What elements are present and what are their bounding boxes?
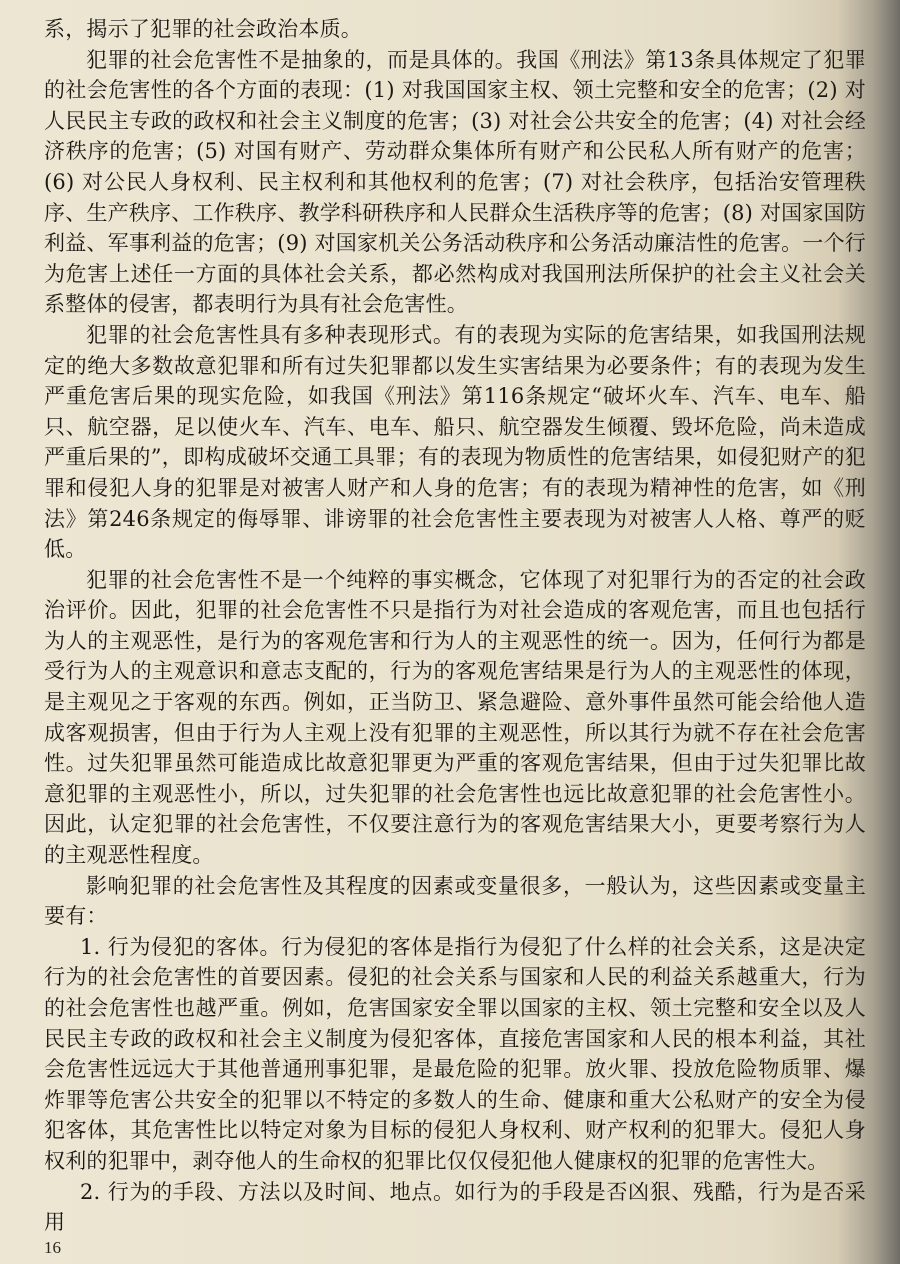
list-item-object: 1. 行为侵犯的客体。行为侵犯的客体是指行为侵犯了什么样的社会关系，这是决定行为的社会危害性的首要因素。侵犯的社会关系与国家和人民的利益关系越重大，行为的社会危害性也越严重。例如，危害国家安全罪以国家的主权、领土完整和安全以及人民民主专政的政权和社会主义制度为侵犯客体，直接危害国家和人民的根本利益，其社会危害性远远大于其他普通刑事犯罪，是最危险的犯罪。放火罪、投放危险物质罪、爆炸罪等危害公共安全的犯罪以不特定的多数人的生命、健康和重大公私财产的安全为侵犯客体，其危害性比以特定对象为目标的侵犯人身权利、财产权利的犯罪大。侵犯人身权利的犯罪中，剥夺他人的生命权的犯罪比仅仅侵犯他人健康权的犯罪的危害性大。: [44, 934, 866, 1173]
page-number: 16: [44, 1238, 61, 1257]
paragraph-factors-intro: 影响犯罪的社会危害性及其程度的因素或变量很多，一般认为，这些因素或变量主要有：: [44, 873, 866, 929]
list-item-means: 2. 行为的手段、方法以及时间、地点。如行为的手段是否凶狠、残酷，行为是否采用: [44, 1179, 866, 1235]
body-text: [44, 14, 866, 1238]
paragraph-harm-evaluation: 犯罪的社会危害性不是一个纯粹的事实概念，它体现了对犯罪行为的否定的社会政治评价。因此，犯罪的社会危害性不只是指行为对社会造成的客观危害，而且也包括行为人的主观恶性，是行为的客观危害和行为人的主观恶性的统一。因为，任何行为都是受行为人的主观意识和意志支配的，行为的客观危害结果是行为人的主观恶性的体现，是主观见之于客观的东西。例如，正当防卫、紧急避险、意外事件虽然可能会给他人造成客观损害，但由于行为人主观上没有犯罪的主观恶性，所以其行为就不存在社会危害性。过失犯罪虽然可能造成比故意犯罪更为严重的客观危害结果，但由于过失犯罪比故意犯罪的主观恶性小，所以，过失犯罪的社会危害性也远比故意犯罪的社会危害性小。因此，认定犯罪的社会危害性，不仅要注意行为的客观危害结果大小，更要考察行为人的主观恶性程度。: [44, 567, 866, 868]
paragraph-harm-forms: 犯罪的社会危害性具有多种表现形式。有的表现为实际的危害结果，如我国刑法规定的绝大多数故意犯罪和所有过失犯罪都以发生实害结果为必要条件；有的表现为发生严重危害后果的现实危险，如我国《刑法》第116条规定“破坏火车、汽车、电车、船只、航空器，足以使火车、汽车、电车、船只、航空器发生倾覆、毁坏危险，尚未造成严重后果的”，即构成破坏交通工具罪；有的表现为物质性的危害结果，如侵犯财产的犯罪和侵犯人身的犯罪是对被害人财产和人身的危害；有的表现为精神性的危害，如《刑法》第246条规定的侮辱罪、诽谤罪的社会危害性主要表现为对被害人人格、尊严的贬低。: [44, 322, 866, 562]
paragraph-continuation: 系，揭示了犯罪的社会政治本质。: [44, 17, 362, 41]
paragraph-harm-aspects: 犯罪的社会危害性不是抽象的，而是具体的。我国《刑法》第13条具体规定了犯罪的社会危害性的各个方面的表现：(1) 对我国国家主权、领土完整和安全的危害；(2) 对人民民主专政的政权和社会主义制度的危害；(3) 对社会公共安全的危害；(4) 对社会经济秩序的危害；(5) 对国有财产、劳动群众集体所有财产和公民私人所有财产的危害；(6) 对公民人身权利、民主权利和其他权利的危害；(7) 对社会秩序，包括治安管理秩序、生产秩序、工作秩序、教学科研秩序和人民群众生活秩序等的危害；(8) 对国家国防利益、军事利益的危害；(9) 对国家机关公务活动秩序和公务活动廉洁性的危害。一个行为危害上述任一方面的具体社会关系，都必然构成对我国刑法所保护的社会主义社会关系整体的侵害，都表明行为具有社会危害性。: [44, 47, 866, 317]
